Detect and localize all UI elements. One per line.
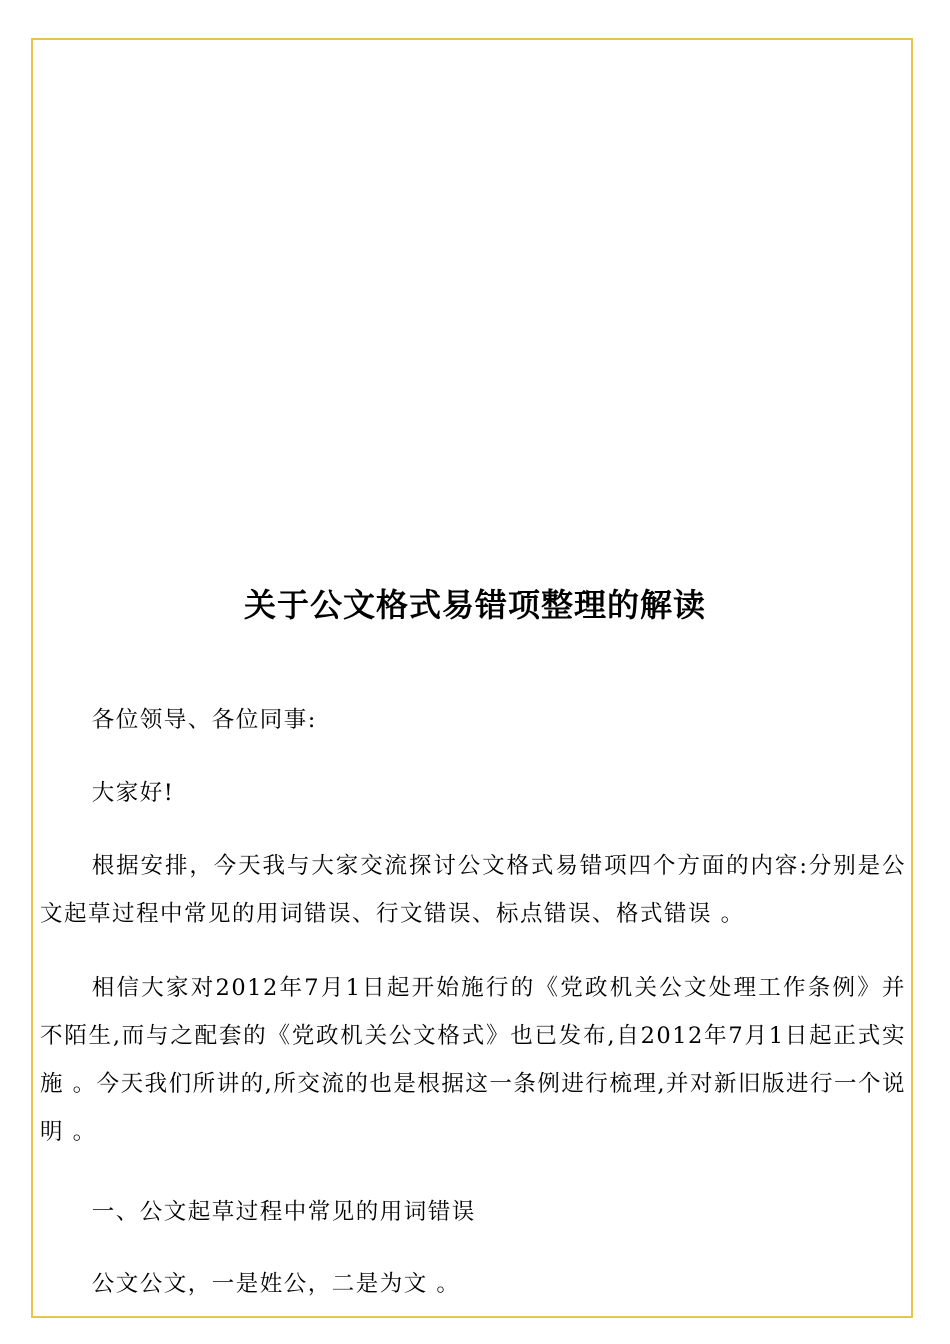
hello-paragraph: 大家好! xyxy=(91,780,175,806)
context-paragraph: 相信大家对2012年7月1日起开始施行的《党政机关公文处理工作条例》并不陌生,而与之配套的《党政机关公文格式》也已发布,自2012年7月1日起正式实施 。今天我们所讲的,所交流的也是根据这一条例进行梳理,并对新旧版进行一个说明 。 xyxy=(40,975,906,1145)
document-title: 关于公文格式易错项整理的解读 xyxy=(243,586,706,624)
intro-paragraph: 根据安排，今天我与大家交流探讨公文格式易错项四个方面的内容:分别是公文起草过程中常见的用词错误、行文错误、标点错误、格式错误 。 xyxy=(40,853,906,927)
section-heading-1: 一、公文起草过程中常见的用词错误 xyxy=(91,1199,476,1225)
greeting-paragraph: 各位领导、各位同事: xyxy=(91,707,317,733)
saying-paragraph: 公文公文，一是姓公，二是为文 。 xyxy=(91,1271,461,1297)
